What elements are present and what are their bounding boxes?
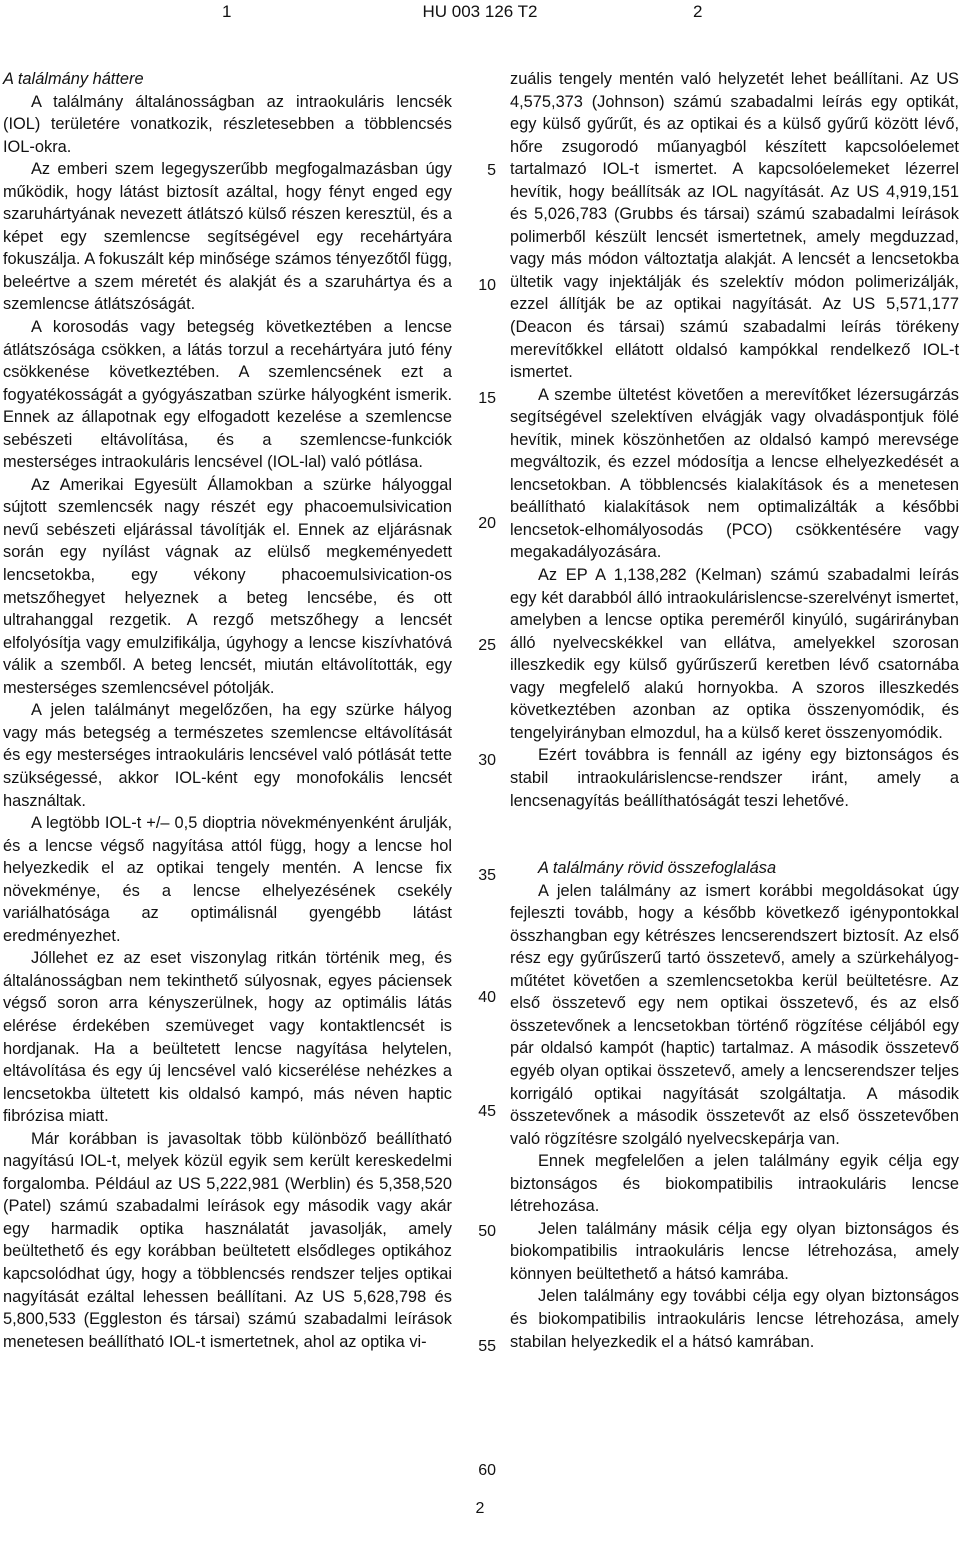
page-number: 2: [475, 1500, 485, 1517]
line-number: 60: [478, 1462, 496, 1479]
paragraph: Jelen találmány egy további célja egy olyan biztonságos és biokompatibilis intraokuláris lencse létrehozása, amely stabilan helyezkedik el a hátsó kamrában.: [510, 1287, 959, 1351]
line-number: 5: [487, 162, 496, 179]
column-number-right: 2: [693, 2, 703, 21]
line-number: 50: [478, 1223, 496, 1240]
line-number: 45: [478, 1103, 496, 1120]
paragraph: A szembe ültetést követően a merevítőket lézersugárzás segítségével szelektíven elvágják vagy olvadáspontjuk fölé hevítik, minek köszönhetően az oldalsó kampó merevsége megváltozik, és ezzel módosítja a lencse elhelyezkedését a lencsetokban. A többlencsés kialakítások és a menetesen beállítható kialakítások nem optimalizálták a későbbi lencsetok-elhomályosodás (PCO) csökkentésére vagy megakadályozására.: [510, 385, 959, 562]
paragraph: A jelen találmány az ismert korábbi megoldásokat úgy fejleszti tovább, hogy a később következő igénypontokkal összhangban egy kétrészes lencserendszert biztosít. Az első rész egy gyűrűszerű tartó összetevő, amely a szürkehályog-műtétet követően a szemlencsetokba kerül beültetésre. Az első összetevő egy nem optikai összetevő, és az első összetevőnek a lencsetokban történő rögzítése céljából egy pár oldalsó kampót (haptic) tartalmaz. A második összetevő egyéb olyan optikai összetevő, amely a lencserendszer teljes korrigáló optikai nagyítását szolgáltatja. A második összetevőnek a második összetevőt az első összetevőben való rögzítésre szolgáló nyelvecskepárja van.: [510, 881, 959, 1148]
line-number: 30: [478, 752, 496, 769]
line-number: 35: [478, 867, 496, 884]
paragraph: A korosodás vagy betegség következtében a lencse átlátszósága csökken, a látás torzul a recehártyára jutó fény csökkenése következtében. A szemlencsének ezt a fogyatékosságát a gyógyászatban szürke hályogként ismerik. Ennek az állapotnak egy elfogadott kezelése a szemlencse sebészeti eltávolítása, és a szemlencse-funkciók mesterséges intraokuláris lencsével (IOL-lal) való pótlása.: [3, 318, 452, 472]
right-column: [510, 68, 959, 1353]
document-number: HU 003 126 T2: [422, 2, 538, 21]
line-number: 10: [478, 277, 496, 294]
paragraph: A találmány általánosságban az intraokuláris lencsék (IOL) területére vonatkozik, részletesebben a többlencsés IOL-okra.: [3, 92, 452, 156]
paragraph: zuális tengely mentén való helyzetét lehet beállítani. Az US 4,575,373 (Johnson) számú szabadalmi leírás egy optikát, egy külső gyűrűt, és az optikai és a külső gyűrű között lévő, hőre zsugorodó műanyagból készített kapcsolóelemet tartalmazó IOL-t ismertet. A kapcsolóelemeket lézerrel hevítik, hogy beállítsák az IOL nagyítását. Az US 4,919,151 és 5,026,783 (Grubbs és társai) számú szabadalmi leírások polimerből készült lencsét ismertetnek, amely megduzzad, vagy más módon változtatja alakját. A lencsét a lencsetokba ültetik vagy injektálják és szelektív módon polimerizálják, ezzel állítják be az optikai nagyítását. Az US 5,571,177 (Deacon és társai) számú szabadalmi leírás törékeny merevítőkkel ellátott oldalsó kampókkal rendelkező IOL-t ismertet.: [510, 70, 959, 382]
line-number: 20: [478, 515, 496, 532]
paragraph: Jóllehet ez az eset viszonylag ritkán történik meg, és általánosságban nem tekinthető súlyosnak, egyes páciensek végső soron arra kényszerülnek, hogy az optimális látás elérése érdekében szemüveget vagy kontaktlencsét is hordjanak. Ha a beültetett lencse nagyítása helytelen, eltávolítása és egy új lencsével való kicserélése nehézkes a lencsetokba ültetett kis oldalsó kampó, más néven haptic fibrózisa miatt.: [3, 949, 452, 1126]
paragraph: A legtöbb IOL-t +/– 0,5 dioptria növekményenként árulják, és a lencse végső nagyítása attól függ, hogy a lencse hol helyezkedik el az optikai tengely mentén. A lencse fix növekménye, és a lencse elhelyezésének csekély variálhatósága az optimálisnál gyengébb látást eredményezhet.: [3, 814, 452, 945]
paragraph: Az emberi szem legegyszerűbb megfogalmazásban úgy működik, hogy látást biztosít azáltal, hogy fényt enged egy szaruhártyának nevezett átlátszó külső részen keresztül, és a képet egy szemlencse segítségével egy recehártyára fokuszálja. A fokuszált kép minősége számos tényezőtől függ, beleértve a szem méretét és alakját és a szaruhártya és a szemlencse átlátszóságát.: [3, 160, 452, 314]
paragraph: Ezért továbbra is fennáll az igény egy biztonságos és stabil intraokulárislencse-rendszer iránt, amely a lencsenagyítás beállíthatóságát teszi lehetővé.: [510, 746, 959, 810]
line-number: 55: [478, 1338, 496, 1355]
paragraph: Már korábban is javasoltak több különböző beállítható nagyítású IOL-t, melyek közül egyik sem került kereskedelmi forgalomba. Például az US 5,222,981 (Werblin) és 5,358,520 (Patel) számú szabadalmi leírások egy második vagy akár egy harmadik optika használatát javasolják, amely beültethető és egy korábban beültetett elsődleges optikához kapcsolódhat úgy, hogy a többlencsés rendszer teljes optikai nagyítását ezáltal lehessen beállítani. Az US 5,628,798 és 5,800,533 (Eggleston és társai) számú szabadalmi leírások menetesen beállítható IOL-t ismertetnek, ahol az optika vi-: [3, 1129, 452, 1351]
left-column: [3, 68, 452, 1353]
paragraph: A jelen találmányt megelőzően, ha egy szürke hályog vagy más betegség a természetes szemlencse eltávolítását és egy mesterséges intraokuláris lencsével való pótlását tette szükségessé, akkor IOL-ként egy monofokális lencsét használtak.: [3, 701, 452, 810]
line-number: 25: [478, 637, 496, 654]
paragraph: Ennek megfelelően a jelen találmány egyik célja egy biztonságos és biokompatibilis intraokuláris lencse létrehozása.: [510, 1152, 959, 1216]
line-number: 40: [478, 989, 496, 1006]
section-heading-background: A találmány háttere: [3, 70, 144, 88]
section-heading-summary: A találmány rövid összefoglalása: [538, 859, 777, 878]
column-number-left: 1: [222, 2, 232, 21]
paragraph: Az Amerikai Egyesült Államokban a szürke hályoggal sújtott szemlencsék nagy részét egy phacoemulsivication nevű sebészeti eljárással távolítják el. Ennek az eljárásnak során egy nyílást vágnak az elülső megkeményedett lencsetokba, egy vékony phacoemulsivication-os metszőhegyet helyeznek a beteg lencsébe, és ott ultrahanggal rezgetik. A rezgő metszőhegy a lencsét elfolyósítja vagy emulzifikálja, úgyhogy a lencse kiszívhatóvá válik a szemből. A beteg lencsét, miután eltávolították, egy mesterséges szemlencsével pótolják.: [3, 475, 452, 697]
paragraph: Az EP A 1,138,282 (Kelman) számú szabadalmi leírás egy két darabból álló intraokulárislencse-szerelvényt ismertet, amelyben a lencse optika pereméről kinyúló, sugárirányban álló nyelvecskékkel van ellátva, amelyekkel szorosan illeszkedik egy külső gyűrűszerű keretben lévő csatornába vagy megfelelő alakú hornyokba. A szoros illeszkedés következtében azonban az optika összenyomódik, és tengelyirányban elmozdul, ha a külső keret összenyomódik.: [510, 566, 959, 742]
paragraph: Jelen találmány másik célja egy olyan biztonságos és biokompatibilis intraokuláris lencse létrehozása, amely könnyen beültethető a hátsó kamrába.: [510, 1219, 959, 1283]
line-number: 15: [478, 390, 496, 407]
